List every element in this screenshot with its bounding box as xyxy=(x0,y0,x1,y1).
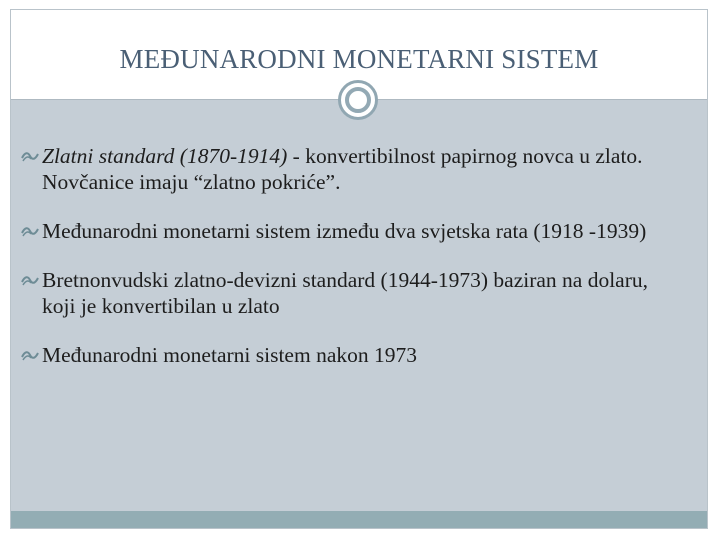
wave-bullet-icon xyxy=(21,273,39,287)
wave-bullet-icon xyxy=(21,348,39,362)
wave-bullet-icon xyxy=(21,224,39,238)
wave-bullet-icon xyxy=(21,149,39,163)
bullet-text: - konvertibilnost papirnog novca u zlato. Novčanice imaju “zlatno pokriće”. xyxy=(42,144,643,194)
bullet-list xyxy=(21,143,681,391)
bullet-item-after-1973 xyxy=(21,342,681,368)
bullet-text: Međunarodni monetarni sistem nakon 1973 xyxy=(42,343,417,367)
bullet-item-interwar xyxy=(21,218,681,244)
bullet-item-gold-standard xyxy=(21,143,681,195)
bullet-italic-text: Zlatni standard (1870-1914) xyxy=(42,144,288,168)
bullet-text: Međunarodni monetarni sistem između dva svjetska rata (1918 -1939) xyxy=(42,219,647,243)
slide-title: MEĐUNARODNI MONETARNI SISTEM xyxy=(119,44,599,74)
bullet-item-bretton-woods xyxy=(21,267,681,319)
divider-circle-ornament xyxy=(338,80,378,120)
divider-circle-inner xyxy=(345,87,371,113)
slide-frame xyxy=(10,9,708,529)
bullet-text: Bretnonvudski zlatno-devizni standard (1944-1973) baziran na dolaru, koji je konvertibilan u zlato xyxy=(42,268,648,318)
bottom-accent-bar xyxy=(11,511,707,528)
